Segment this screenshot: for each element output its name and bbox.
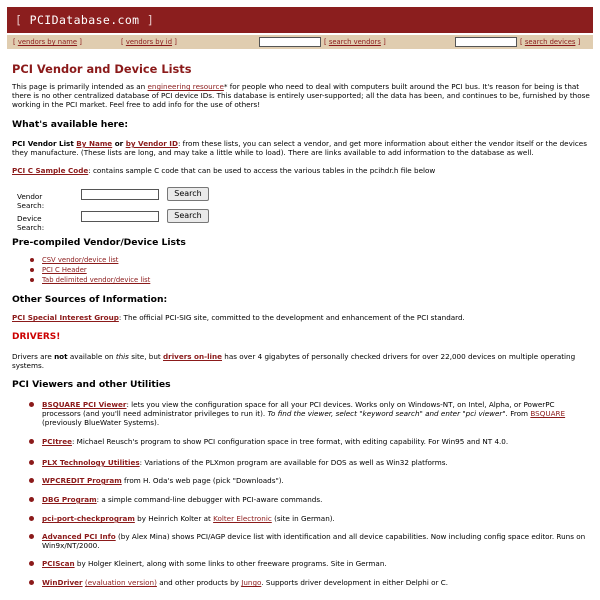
viewers-heading: PCI Viewers and other Utilities: [12, 379, 171, 390]
bullet-icon: [30, 278, 34, 282]
bsquare-link[interactable]: BSQUARE: [530, 409, 566, 419]
list-item: WinDriver (evaluation version) and other products by Jungo. Supports driver development in either Delphi or C.: [29, 578, 589, 587]
bsquare-pci-viewer-link[interactable]: BSQUARE PCI Viewer: [42, 400, 127, 409]
list-item: DBG Program: a simple command-line debugger with PCI-aware commands.: [29, 495, 589, 504]
bullet-icon: [29, 497, 34, 502]
bullet-icon: [29, 534, 34, 539]
device-search-button[interactable]: Search: [167, 209, 209, 223]
bullet-icon: [29, 460, 34, 465]
vendor-search-label: Vendor Search:: [17, 192, 45, 211]
search-devices-link[interactable]: [ search devices ]: [520, 38, 581, 46]
tab-delimited-link[interactable]: Tab delimited vendor/device list: [42, 276, 151, 284]
bullet-icon: [29, 439, 34, 444]
precompiled-heading: Pre-compiled Vendor/Device Lists: [12, 237, 186, 248]
windriver-eval-link[interactable]: (evaluation version): [84, 578, 157, 587]
windriver-link[interactable]: WinDriver: [42, 578, 83, 587]
pci-port-check-link[interactable]: pci-port-checkprogram: [42, 514, 135, 523]
other-sources-heading: Other Sources of Information:: [12, 294, 168, 305]
list-item: PCItree: Michael Reusch's program to show PCI configuration space in tree format, with editing capability. For Win95 and NT 4.0.: [29, 437, 589, 446]
bullet-icon: [30, 268, 34, 272]
list-item: PCIScan by Holger Kleinert, along with some links to other freeware programs. Site in German.: [29, 559, 589, 568]
vendor-list-paragraph: PCI Vendor List By Name or by Vendor ID: from these lists, you can select a vendor, and get more information about either the vendor itself or the devices they manufacture. (These lists are long, and may take a little while to load). There are links available to add information to the database as well.: [12, 139, 587, 158]
pcitree-link[interactable]: PCItree: [42, 437, 72, 446]
drivers-paragraph: Drivers are not available on this site, but drivers on-line has over 4 gigabytes of personally checked drivers for over 22,000 devices on multiple operating systems.: [12, 352, 576, 371]
pci-c-header-link[interactable]: PCI C Header: [42, 266, 87, 274]
advanced-pci-info-link[interactable]: Advanced PCI Info: [42, 532, 116, 541]
nav-vendors-by-name-link[interactable]: [ vendors by name ]: [13, 38, 82, 46]
jungo-link[interactable]: Jungo: [241, 578, 262, 587]
engineering-resource-link[interactable]: engineering resource: [147, 82, 224, 91]
csv-list-link[interactable]: CSV vendor/device list: [42, 256, 119, 264]
nav-vendors-by-id-link[interactable]: [ vendors by id ]: [121, 38, 177, 46]
list-item: Advanced PCI Info (by Alex Mina) shows PCI/AGP device list with identification and all device capabilities. Now including config space editor. Runs on Win9x/NT/2000.: [29, 532, 589, 550]
bullet-icon: [30, 258, 34, 262]
wpcredit-link[interactable]: WPCREDIT Program: [42, 476, 122, 485]
by-vendor-id-link[interactable]: by Vendor ID: [125, 139, 178, 148]
bullet-icon: [29, 516, 34, 521]
by-name-link[interactable]: By Name: [76, 139, 113, 148]
vendor-search-input-top[interactable]: [259, 37, 321, 47]
bullet-icon: [29, 580, 34, 585]
bullet-icon: [29, 561, 34, 566]
list-item: WPCREDIT Program from H. Oda's web page (pick "Downloads").: [29, 476, 589, 485]
nav-bar: [7, 35, 593, 49]
logo-text: PCIDatabase.com: [29, 13, 140, 27]
intro-paragraph: This page is primarily intended as an engineering resource* for people who need to deal with computers built around the PCI bus. It's reason for being is that there is no other centralized database of PCI device IDs. This database is entirely user-supported; all the data has been, and continues to be, furnished by those working in the PCI market. Feel free to add info for the use of others!: [12, 82, 590, 110]
kolter-electronic-link[interactable]: Kolter Electronic: [213, 514, 272, 523]
precompiled-list: [30, 256, 150, 286]
site-logo[interactable]: [ PCIDatabase.com ]: [15, 13, 155, 27]
plx-utilities-link[interactable]: PLX Technology Utilities: [42, 458, 140, 467]
list-item: [30, 276, 150, 286]
drivers-heading: DRIVERS!: [12, 332, 61, 342]
pciscan-link[interactable]: PCIScan: [42, 559, 75, 568]
c-sample-code-link[interactable]: PCI C Sample Code: [12, 166, 89, 175]
pci-sig-paragraph: PCI Special Interest Group: The official PCI-SIG site, committed to the development and enhancement of the PCI standard.: [12, 313, 465, 322]
whats-available-heading: What's available here:: [12, 119, 128, 130]
pci-sig-link[interactable]: PCI Special Interest Group: [12, 313, 119, 322]
drivers-online-link[interactable]: drivers on-line: [163, 352, 222, 361]
device-search-label: Device Search:: [17, 214, 45, 233]
search-vendors-link[interactable]: [ search vendors ]: [324, 38, 386, 46]
c-sample-paragraph: PCI C Sample Code: contains sample C code that can be used to access the various tables in the pcihdr.h file below: [12, 166, 436, 175]
bullet-icon: [29, 478, 34, 483]
vendor-search-button[interactable]: Search: [167, 187, 209, 201]
device-search-input[interactable]: [81, 211, 159, 222]
list-item: [30, 256, 150, 266]
device-search-input-top[interactable]: [455, 37, 517, 47]
list-item: [30, 266, 150, 276]
dbg-program-link[interactable]: DBG Program: [42, 495, 97, 504]
list-item: pci-port-checkprogram by Heinrich Kolter at Kolter Electronic (site in German).: [29, 514, 589, 523]
page-title: PCI Vendor and Device Lists: [12, 62, 192, 76]
vendor-search-input[interactable]: [81, 189, 159, 200]
list-item: PLX Technology Utilities: Variations of the PLXmon program are available for DOS as well as Win32 platforms.: [29, 458, 589, 467]
site-header: [7, 7, 593, 33]
bullet-icon: [29, 402, 34, 407]
list-item: BSQUARE PCI Viewer: lets you view the configuration space for all your PCI devices. Works only on Windows-NT, on Intel, Alpha, or PowerPC processors (and you'll need administrator privileges to run it). To find the viewer, select "keyword search" and enter "pci viewer". From BSQUARE (previously BlueWater Systems).: [29, 400, 589, 428]
